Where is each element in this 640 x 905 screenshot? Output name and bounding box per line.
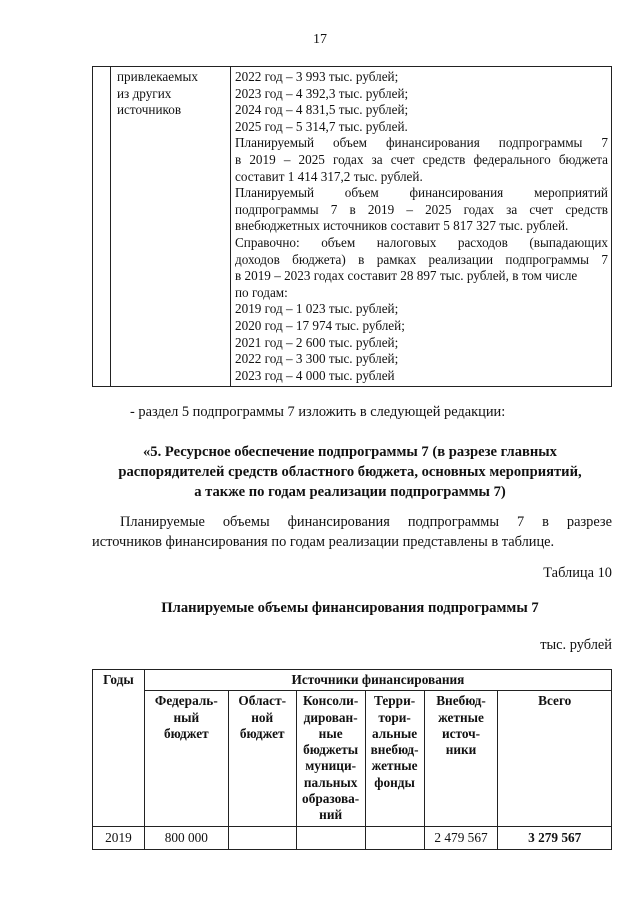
value-line: 2019 год – 1 023 тыс. рублей; (235, 301, 399, 317)
header-sources: Источники финансирования (144, 670, 611, 691)
value-line: Планируемый объем финансирования подпрограммы 7 (235, 135, 608, 151)
value-line: 2021 год – 2 600 тыс. рублей; (235, 334, 399, 350)
value-line: составит 1 414 317,2 тыс. рублей. (235, 168, 423, 184)
value-line: доходов бюджета) в рамках реализации подпрограммы 7 (235, 251, 608, 267)
header-municipal-budgets: Консоли- дирован- ные бюджеты муници- пальных образова- ний (296, 691, 365, 826)
cell-municipal (296, 826, 365, 849)
cell-total: 3 279 567 (498, 826, 612, 849)
header-federal-budget: Федераль- ный бюджет (144, 691, 228, 826)
value-line: внебюджетных источников составит 5 817 327 тыс. рублей. (235, 218, 569, 234)
value-line: 2022 год – 3 993 тыс. рублей; (235, 69, 399, 84)
source-label-cell (111, 67, 231, 387)
heading-line: распорядителей средств областного бюджета, основных мероприятий, (118, 464, 582, 480)
value-line: подпрограммы 7 в 2019 – 2025 годах за счет средств (235, 201, 608, 217)
paragraph-line: источников финансирования по годам реализации представлены в таблице. (92, 534, 555, 550)
header-offbudget-sources: Внебюд- жетные источ- ники (424, 691, 498, 826)
value-line: 2023 год – 4 392,3 тыс. рублей; (235, 85, 409, 101)
table-row (93, 826, 612, 849)
page-number: 17 (313, 32, 327, 47)
value-line: 2020 год – 17 974 тыс. рублей; (235, 317, 405, 333)
instruction-text: - раздел 5 подпрограммы 7 изложить в следующей редакции: (130, 404, 506, 420)
table-label: Таблица 10 (543, 565, 612, 581)
value-line: 2025 год – 5 314,7 тыс. рублей. (235, 118, 408, 134)
cell-offbudget: 2 479 567 (424, 826, 498, 849)
cell-year: 2019 (93, 826, 145, 849)
value-line: 2024 год – 4 831,5 тыс. рублей; (235, 102, 409, 118)
continuation-table (92, 66, 612, 387)
empty-cell (93, 67, 111, 387)
value-line: Планируемый объем финансирования мероприятий (235, 185, 608, 201)
paragraph-line: Планируемые объемы финансирования подпрограммы 7 в разрезе (120, 514, 612, 530)
heading-line: «5. Ресурсное обеспечение подпрограммы 7 (в разрезе главных (143, 444, 557, 460)
value-line: в 2019 – 2023 годах составит 28 897 тыс. рублей, в том числе (235, 268, 578, 284)
source-value-cell (231, 67, 612, 387)
label-line: из других (117, 85, 172, 101)
finance-table (92, 669, 612, 850)
value-line: по годам: (235, 284, 288, 300)
cell-federal: 800 000 (144, 826, 228, 849)
label-line: привлекаемых (117, 69, 198, 84)
header-territorial-funds: Терри- тори- альные внебюд- жетные фонды (365, 691, 424, 826)
units-label: тыс. рублей (540, 637, 612, 653)
section-heading (60, 442, 640, 502)
label-line: источников (117, 102, 182, 118)
table-title: Планируемые объемы финансирования подпрограммы 7 (161, 600, 539, 616)
body-paragraph (92, 512, 612, 552)
cell-territorial (365, 826, 424, 849)
heading-line: а также по годам реализации подпрограммы 7) (194, 484, 506, 500)
header-regional-budget: Област- ной бюджет (228, 691, 296, 826)
cell-regional (228, 826, 296, 849)
header-total: Всего (498, 691, 612, 826)
value-line: Справочно: объем налоговых расходов (выпадающих (235, 234, 608, 250)
value-line: 2022 год – 3 300 тыс. рублей; (235, 351, 399, 367)
header-years: Годы (93, 670, 145, 827)
value-line: 2023 год – 4 000 тыс. рублей (235, 367, 395, 383)
value-line: в 2019 – 2025 годах за счет средств федерального бюджета (235, 151, 608, 167)
